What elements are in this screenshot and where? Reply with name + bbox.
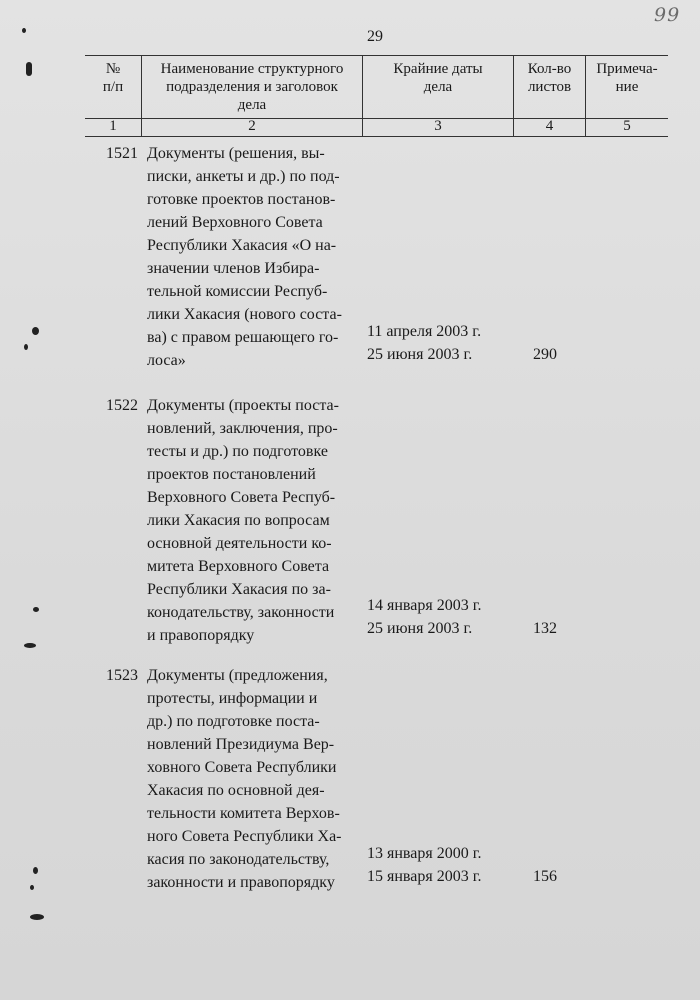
header-cell-number: № п/п	[102, 61, 124, 95]
entry-date-end: 25 июня 2003 г.	[367, 620, 473, 637]
entry-number: 1521	[106, 145, 138, 162]
register-table-header	[85, 55, 668, 137]
entry-number: 1522	[106, 397, 138, 414]
page-number: 29	[367, 28, 383, 45]
entry-sheet-count: 156	[533, 868, 557, 885]
entry-date-end: 25 июня 2003 г.	[367, 346, 473, 363]
header-cell-title: Наименование структурного подразделения и заголовок дела	[160, 61, 344, 113]
entry-title: Документы (решения, вы- писки, анкеты и др.) по под- готовке проектов постанов- лений Верховного Совета Республики Хакасия «О на- значении членов Избира- тельной комиссии Респуб- лики Хакасия (нового соста- ва) с правом решающего го- лоса»	[147, 145, 342, 369]
entry-date-start: 13 января 2000 г.	[367, 845, 482, 862]
punch-mark	[32, 327, 39, 335]
column-index: 2	[248, 118, 256, 134]
column-index: 3	[434, 118, 442, 134]
entry-date-start: 14 января 2003 г.	[367, 597, 482, 614]
header-cell-count: Кол-во листов	[527, 61, 572, 95]
punch-mark	[26, 62, 32, 76]
archive-sheet-number: 99	[654, 4, 681, 26]
column-index: 4	[545, 118, 554, 134]
entry-date-end: 15 января 2003 г.	[367, 868, 482, 885]
column-index: 5	[623, 118, 631, 134]
punch-mark	[30, 914, 44, 920]
punch-mark	[24, 643, 36, 648]
entry-title: Документы (проекты поста- новлений, заключения, про- тесты и др.) по подготовке проектов постановлений Верховного Совета Респуб- лики Хакасия по вопросам основной деятельности ко- митета Верховного Совета Республики Хакасия по за- конодательству, законности и правопорядку	[147, 397, 339, 644]
punch-mark	[30, 885, 34, 890]
column-index: 1	[109, 118, 117, 134]
punch-mark	[33, 867, 38, 874]
punch-mark	[24, 344, 28, 350]
entry-title: Документы (предложения, протесты, информации и др.) по подготовке поста- новлений Президиума Вер- ховного Совета Республики Хакасия по основной дея- тельности комитета Верхов- ного Совета Республики Ха- касия по законодательству, законности и правопорядку	[147, 667, 342, 891]
header-cell-dates: Крайние даты дела	[393, 61, 483, 95]
punch-mark	[22, 28, 26, 33]
punch-mark	[33, 607, 39, 612]
entry-sheet-count: 290	[533, 346, 557, 363]
entry-date-start: 11 апреля 2003 г.	[367, 323, 482, 340]
header-cell-note: Примеча- ние	[596, 61, 658, 95]
entry-sheet-count: 132	[533, 620, 557, 637]
entry-number: 1523	[106, 667, 138, 684]
